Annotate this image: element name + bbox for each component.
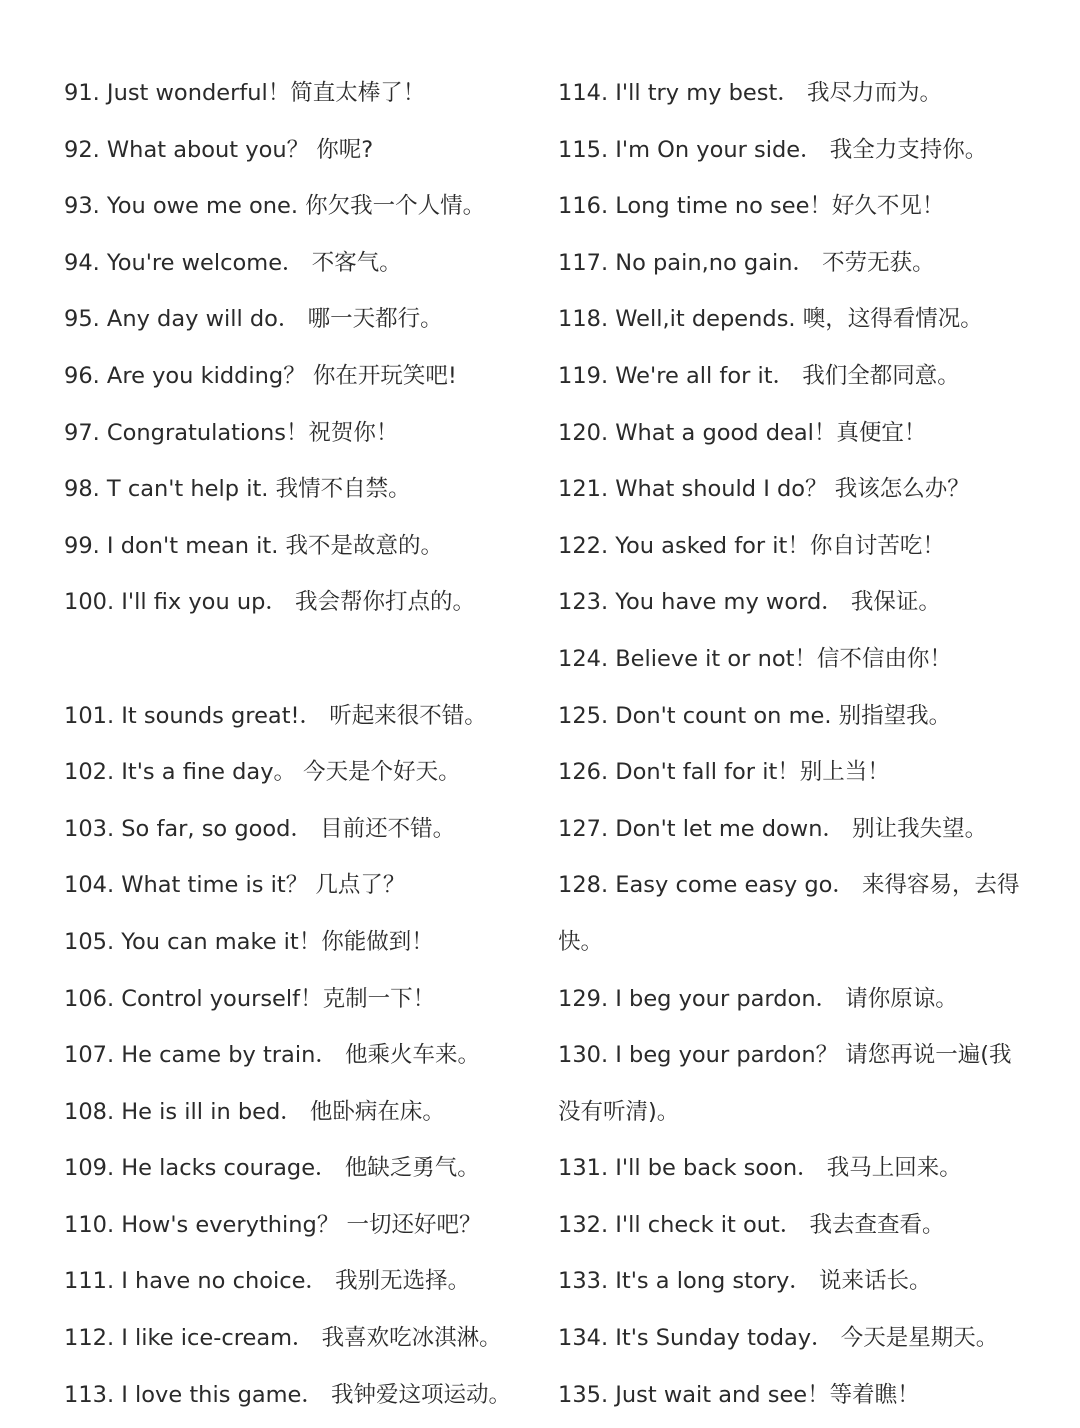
left-column bbox=[64, 70, 544, 1428]
phrase-line: 129. I beg your pardon． 请你原谅。 bbox=[558, 985, 958, 1012]
phrase-line: 120. What a good deal！真便宜！ bbox=[558, 419, 927, 446]
phrase-line: 132. I'll check it out． 我去查查看。 bbox=[558, 1211, 945, 1238]
phrase-line: 112. I like ice-cream． 我喜欢吃冰淇淋。 bbox=[64, 1325, 502, 1352]
phrase-line: 111. I have no choice． 我别无选择。 bbox=[64, 1268, 471, 1295]
phrase-line: 98. T can't help it. 我情不自禁。 bbox=[64, 476, 411, 503]
phrase-line-continuation: 没有听清)。 bbox=[558, 1098, 680, 1125]
phrase-line: 96. Are you kidding？ 你在开玩笑吧! bbox=[64, 362, 457, 389]
phrase-line: 109. He lacks courage． 他缺乏勇气。 bbox=[64, 1155, 480, 1182]
phrase-line: 110. How's everything？ 一切还好吧？ bbox=[64, 1211, 482, 1238]
phrase-line: 122. You asked for it！你自讨苦吃！ bbox=[558, 532, 945, 559]
phrase-line: 128. Easy come easy go． 来得容易，去得 bbox=[558, 872, 1020, 899]
phrase-line: 95. Any day will do． 哪一天都行。 bbox=[64, 306, 443, 333]
phrase-line: 123. You have my word． 我保证。 bbox=[558, 589, 941, 616]
phrase-line: 107. He came by train． 他乘火车来。 bbox=[64, 1042, 481, 1069]
phrase-line: 103. So far, so good． 目前还不错。 bbox=[64, 815, 456, 842]
phrase-line: 97. Congratulations！祝贺你！ bbox=[64, 419, 399, 446]
phrase-line: 135. Just wait and see！等着瞧！ bbox=[558, 1381, 920, 1408]
phrase-line: 92. What about you？ 你呢? bbox=[64, 136, 374, 163]
phrase-line: 127. Don't let me down． 别让我失望。 bbox=[558, 815, 988, 842]
right-column bbox=[558, 70, 1038, 1428]
phrase-line: 105. You can make it！你能做到！ bbox=[64, 928, 434, 955]
phrase-line-continuation: 快。 bbox=[558, 928, 604, 955]
phrase-line: 108. He is ill in bed． 他卧病在床。 bbox=[64, 1098, 445, 1125]
phrase-line: 106. Control yourself！克制一下！ bbox=[64, 985, 436, 1012]
phrase-line: 94. You're welcome． 不客气。 bbox=[64, 249, 402, 276]
phrase-line: 102. It's a fine day。 今天是个好天。 bbox=[64, 759, 461, 786]
phrase-line: 93. You owe me one. 你欠我一个人情。 bbox=[64, 193, 486, 220]
phrase-line: 134. It's Sunday today． 今天是星期天。 bbox=[558, 1325, 999, 1352]
phrase-line: 133. It's a long story． 说来话长。 bbox=[558, 1268, 932, 1295]
phrase-line: 131. I'll be back soon． 我马上回来。 bbox=[558, 1155, 962, 1182]
phrase-line: 121. What should I do？ 我该怎么办？ bbox=[558, 476, 970, 503]
phrase-line: 124. Believe it or not！信不信由你！ bbox=[558, 645, 952, 672]
phrase-line: 100. I'll fix you up． 我会帮你打点的。 bbox=[64, 589, 476, 616]
phrase-line: 118. Well,it depends. 噢，这得看情况。 bbox=[558, 306, 983, 333]
phrase-line: 126. Don't fall for it！别上当！ bbox=[558, 759, 890, 786]
phrase-line: 101. It sounds great!． 听起来很不错。 bbox=[64, 702, 487, 729]
blank-line bbox=[64, 636, 544, 693]
phrase-line: 130. I beg your pardon？ 请您再说一遍(我 bbox=[558, 1042, 1012, 1069]
phrase-line: 91. Just wonderful！简直太棒了！ bbox=[64, 80, 426, 106]
phrase-line: 119. We're all for it． 我们全都同意。 bbox=[558, 362, 960, 389]
phrase-line: 115. I'm On your side． 我全力支持你。 bbox=[558, 136, 988, 163]
phrase-line: 99. I don't mean it. 我不是故意的。 bbox=[64, 532, 444, 559]
phrase-line: 104. What time is it？ 几点了？ bbox=[64, 872, 406, 899]
phrase-line: 125. Don't count on me. 别指望我。 bbox=[558, 702, 952, 729]
phrase-line: 113. I love this game． 我钟爱这项运动。 bbox=[64, 1381, 512, 1408]
phrase-line: 114. I'll try my best． 我尽力而为。 bbox=[558, 80, 942, 106]
phrase-line: 117. No pain,no gain． 不劳无获。 bbox=[558, 249, 935, 276]
phrase-line: 116. Long time no see！好久不见！ bbox=[558, 193, 945, 220]
